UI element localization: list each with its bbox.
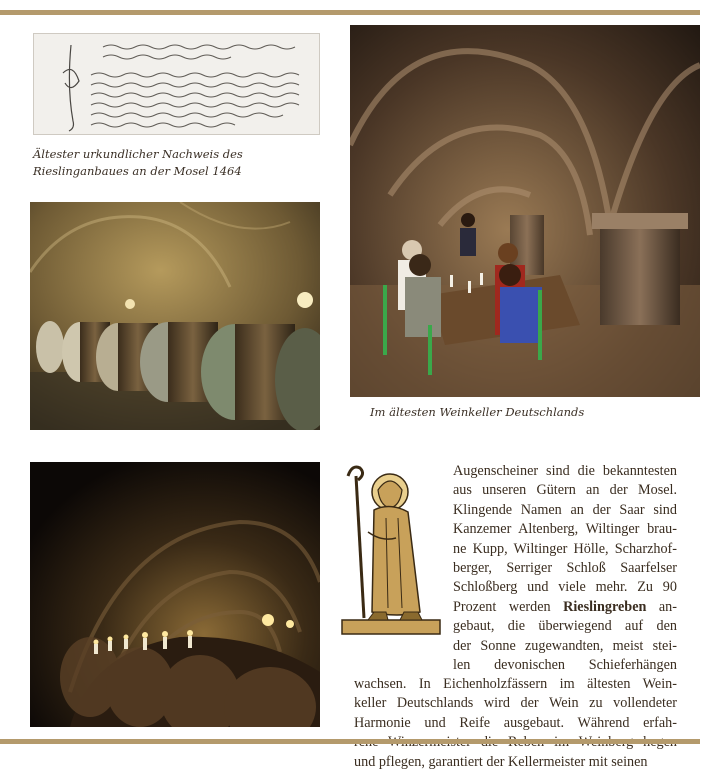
bottom-rule	[0, 739, 700, 744]
article-wide-block	[354, 675, 677, 772]
article-line: Kanzemer Altenberg, Wiltinger brau-	[453, 521, 677, 538]
barrels-photo	[30, 202, 320, 430]
article-line: wachsen. In Eichenholzfässern im ältesten Wein-	[354, 676, 677, 692]
document-photo	[33, 33, 320, 135]
article-line: aus unseren Gütern an der Mosel.	[453, 482, 677, 499]
article-column	[453, 462, 677, 675]
article-line: der Sonne zugewandten, meist stei-	[453, 637, 677, 654]
article-line: und pflegen, garantiert der Kellermeister mit seinen	[354, 753, 648, 770]
article-line: berger, Serriger Schloß Saarfelser	[453, 560, 677, 577]
article-line: Augenscheiner sind die bekanntesten	[453, 463, 677, 479]
candles-photo	[30, 462, 320, 727]
article-line: keller Deutschlands wird der Wein zu vollendeter	[354, 695, 677, 712]
article-line: Schloßberg und viele mehr. Zu 90	[453, 579, 677, 596]
saint-emblem	[338, 462, 444, 638]
article-line: Klingende Namen an der Saar sind	[453, 501, 677, 518]
cellar-caption: Im ältesten Weinkeller Deutschlands	[370, 405, 585, 419]
tasting-photo	[350, 25, 700, 397]
article-line-emphasis: Prozent werden Rieslingreben an-	[453, 598, 678, 615]
document-caption: Ältester urkundlicher Nachweis des Rieslinganbaues an der Mosel 1464	[33, 147, 243, 178]
article-line: Harmonie und Reife ausgebaut. Während erfah-	[354, 714, 677, 731]
article-line: len devonischen Schieferhängen	[453, 657, 677, 674]
article-line: gebaut, die überwiegend auf den	[453, 618, 677, 635]
rieslingreben-emphasis: Rieslingreben	[563, 598, 647, 615]
article-line: ne Kupp, Wiltinger Hölle, Scharzhof-	[453, 540, 677, 557]
top-rule	[0, 10, 700, 15]
